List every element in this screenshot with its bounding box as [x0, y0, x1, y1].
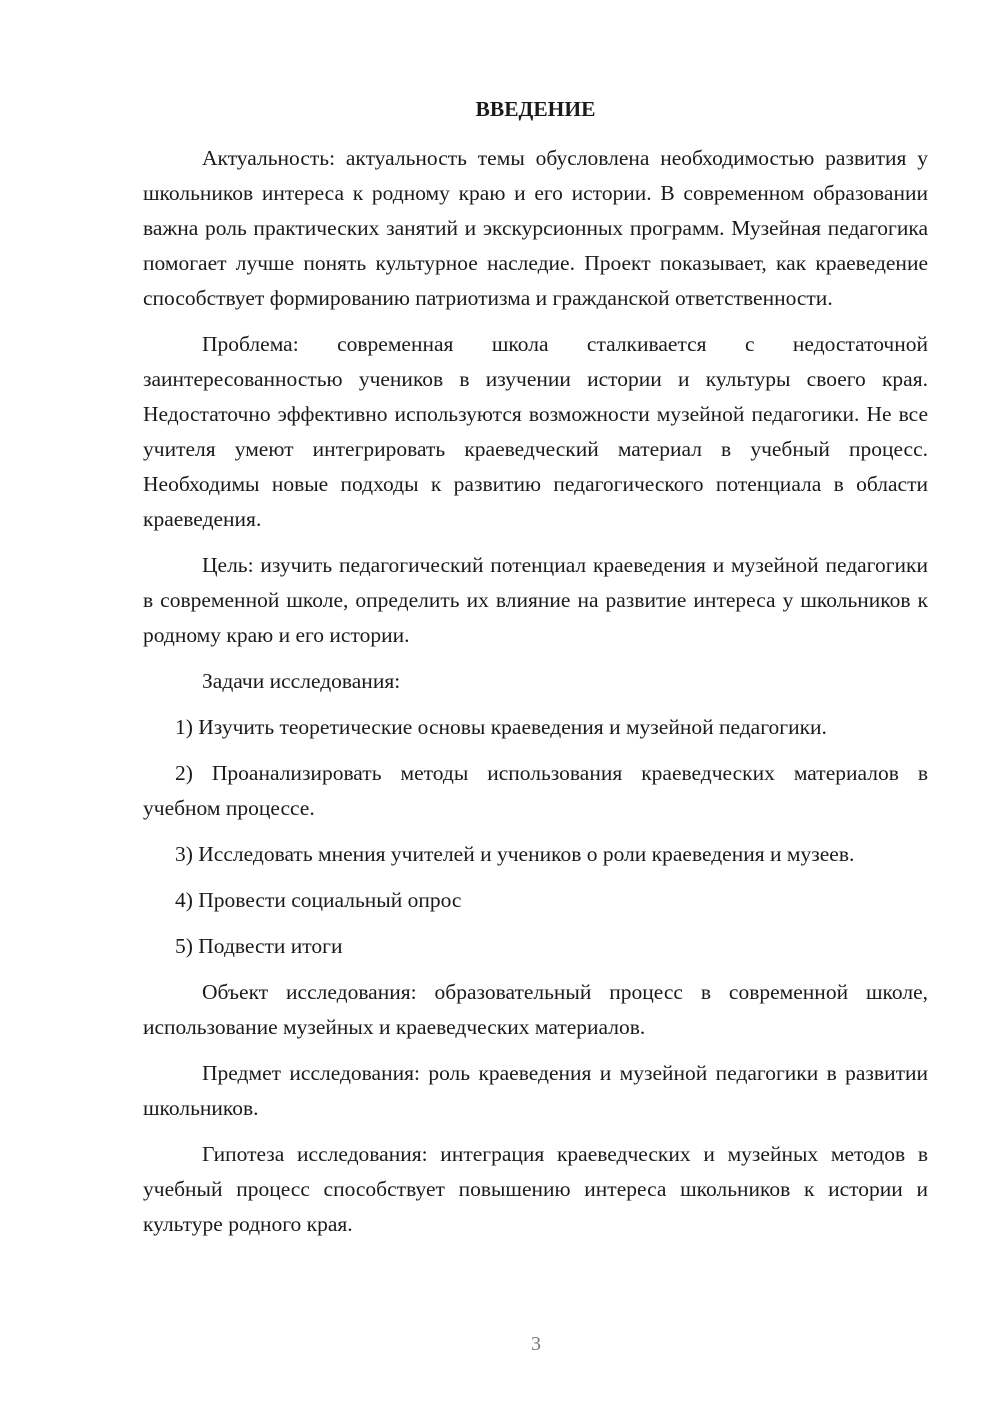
paragraph-problem: Проблема: современная школа сталкивается с недостаточной заинтересованностью учеников в изучении истории и культуры своего края. Недостаточно эффективно используются возможности музейной педагогики. Не все учителя умеют интегрировать краеведческий материал в учебный процесс. Необходимы новые подходы к развитию педагогического потенциала в области краеведения.: [143, 332, 928, 531]
task-item-5: 5) Подвести итоги: [175, 934, 343, 958]
page-number: 3: [531, 1333, 541, 1355]
task-item-3: 3) Исследовать мнения учителей и учеников о роли краеведения и музеев.: [175, 842, 855, 866]
paragraph-hypothesis: Гипотеза исследования: интеграция краеведческих и музейных методов в учебный процесс способствует повышению интереса школьников к истории и культуре родного края.: [143, 1142, 928, 1236]
paragraph-subject: Предмет исследования: роль краеведения и музейной педагогики в развитии школьников.: [143, 1061, 928, 1120]
paragraph-goal: Цель: изучить педагогический потенциал краеведения и музейной педагогики в современной школе, определить их влияние на развитие интереса у школьников к родному краю и его истории.: [143, 553, 928, 647]
task-item-1: 1) Изучить теоретические основы краеведения и музейной педагогики.: [175, 715, 827, 739]
tasks-heading: Задачи исследования:: [202, 669, 401, 693]
paragraph-relevance: Актуальность: актуальность темы обусловлена необходимостью развития у школьников интереса к родному краю и его истории. В современном образовании важна роль практических занятий и экскурсионных программ. Музейная педагогика помогает лучше понять культурное наследие. Проект показывает, как краеведение способствует формированию патриотизма и гражданской ответственности.: [143, 146, 928, 310]
task-item-4: 4) Провести социальный опрос: [175, 888, 462, 912]
section-title: ВВЕДЕНИЕ: [475, 97, 596, 121]
task-item-2: 2) Проанализировать методы использования краеведческих материалов в учебном процессе.: [143, 761, 928, 820]
page-content: [143, 92, 928, 1253]
paragraph-object: Объект исследования: образовательный процесс в современной школе, использование музейных и краеведческих материалов.: [143, 980, 928, 1039]
